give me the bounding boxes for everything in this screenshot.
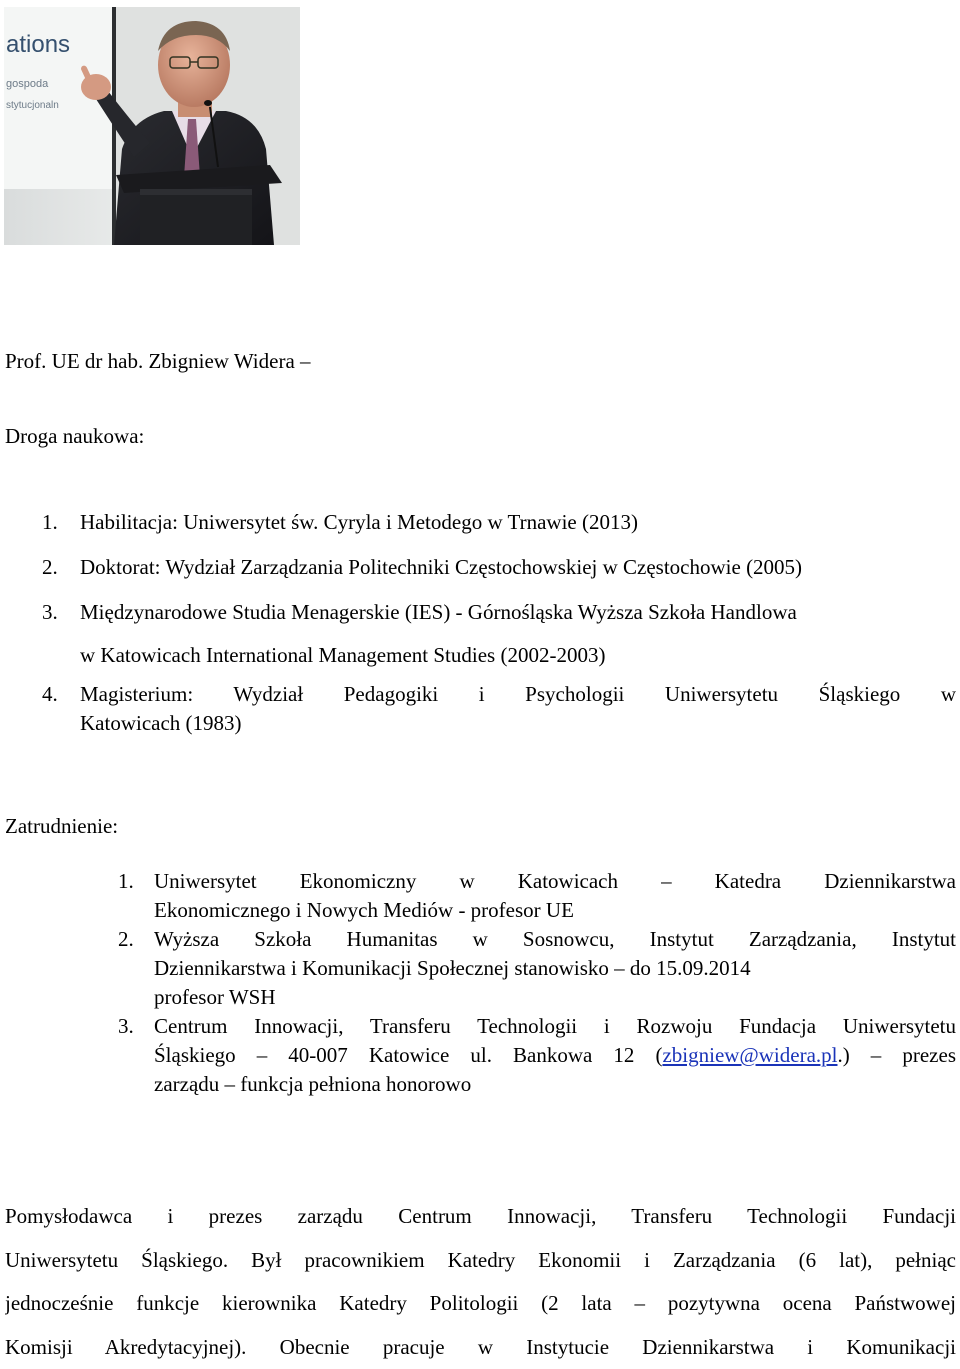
list-number: 2. — [118, 925, 134, 954]
list-item — [154, 867, 956, 925]
profile-photo — [4, 7, 300, 245]
employment-list — [154, 867, 956, 1099]
list-item-text: Uniwersytet Ekonomiczny w Katowicach – Katedra Dziennikarstwa — [154, 867, 956, 896]
email-link[interactable]: zbigniew@widera.pl — [662, 1043, 837, 1067]
list-number: 3. — [42, 591, 58, 634]
bio-line: jednocześnie funkcje kierownika Katedry Politologii (2 lata – pozytywna ocena Państwowej — [5, 1282, 956, 1326]
list-number: 3. — [118, 1012, 134, 1041]
bio-line: Uniwersytetu Śląskiego. Był pracownikiem Katedry Ekonomii i Zarządzania (6 lat), pełniąc — [5, 1239, 956, 1283]
bio-paragraph — [5, 1195, 956, 1369]
list-item-text-segment: .) – prezes — [838, 1043, 957, 1067]
list-item-text: Ekonomicznego i Nowych Mediów - profesor UE — [154, 896, 956, 925]
list-item-text: Katowicach (1983) — [80, 709, 956, 738]
list-item — [80, 507, 956, 537]
list-item-text: Centrum Innowacji, Transferu Technologii i Rozwoju Fundacja Uniwersytetu — [154, 1012, 956, 1041]
list-item-text: profesor WSH — [154, 983, 956, 1012]
list-item-text-segment: Śląskiego – 40-007 Katowice ul. Bankowa 12 ( — [154, 1043, 662, 1067]
list-item-text: Wyższa Szkoła Humanitas w Sosnowcu, Instytut Zarządzania, Instytut — [154, 925, 956, 954]
list-number: 1. — [118, 867, 134, 896]
employment-heading: Zatrudnienie: — [5, 811, 118, 841]
list-item — [154, 1012, 956, 1099]
education-heading: Droga naukowa: — [5, 421, 144, 451]
list-item — [154, 925, 956, 1012]
list-number: 4. — [42, 680, 58, 709]
list-item-text: Magisterium: Wydział Pedagogiki i Psychologii Uniwersytetu Śląskiego w — [80, 680, 956, 709]
list-item-text: Dziennikarstwa i Komunikacji Społecznej stanowisko – do 15.09.2014 — [154, 954, 956, 983]
bio-line: Pomysłodawca i prezes zarządu Centrum Innowacji, Transferu Technologii Fundacji — [5, 1195, 956, 1239]
list-item-text: Doktorat: Wydział Zarządzania Politechniki Częstochowskiej w Częstochowie (2005) — [80, 552, 956, 582]
list-number: 1. — [42, 507, 58, 537]
list-item — [80, 552, 956, 582]
list-item-text: zarządu – funkcja pełniona honorowo — [154, 1070, 956, 1099]
slide-title-text: ations — [6, 31, 70, 58]
slide-line-text: gospoda — [6, 78, 49, 90]
list-item — [80, 591, 956, 677]
list-item — [80, 680, 956, 738]
slide-line-text: stytucjonaln — [6, 100, 59, 111]
bio-line: Komisji Akredytacyjnej). Obecnie pracuje w Instytucie Dziennikarstwa i Komunikacji — [5, 1326, 956, 1369]
list-item-text: Międzynarodowe Studia Menagerskie (IES) - Górnośląska Wyższa Szkoła Handlowa — [80, 591, 956, 634]
list-item-text — [154, 1041, 956, 1070]
list-item-text: w Katowicach International Management Studies (2002-2003) — [80, 634, 956, 677]
list-item-text: Habilitacja: Uniwersytet św. Cyryla i Metodego w Trnawie (2013) — [80, 507, 956, 537]
list-number: 2. — [42, 552, 58, 582]
education-list — [80, 507, 956, 753]
profile-name: Prof. UE dr hab. Zbigniew Widera – — [5, 346, 311, 376]
